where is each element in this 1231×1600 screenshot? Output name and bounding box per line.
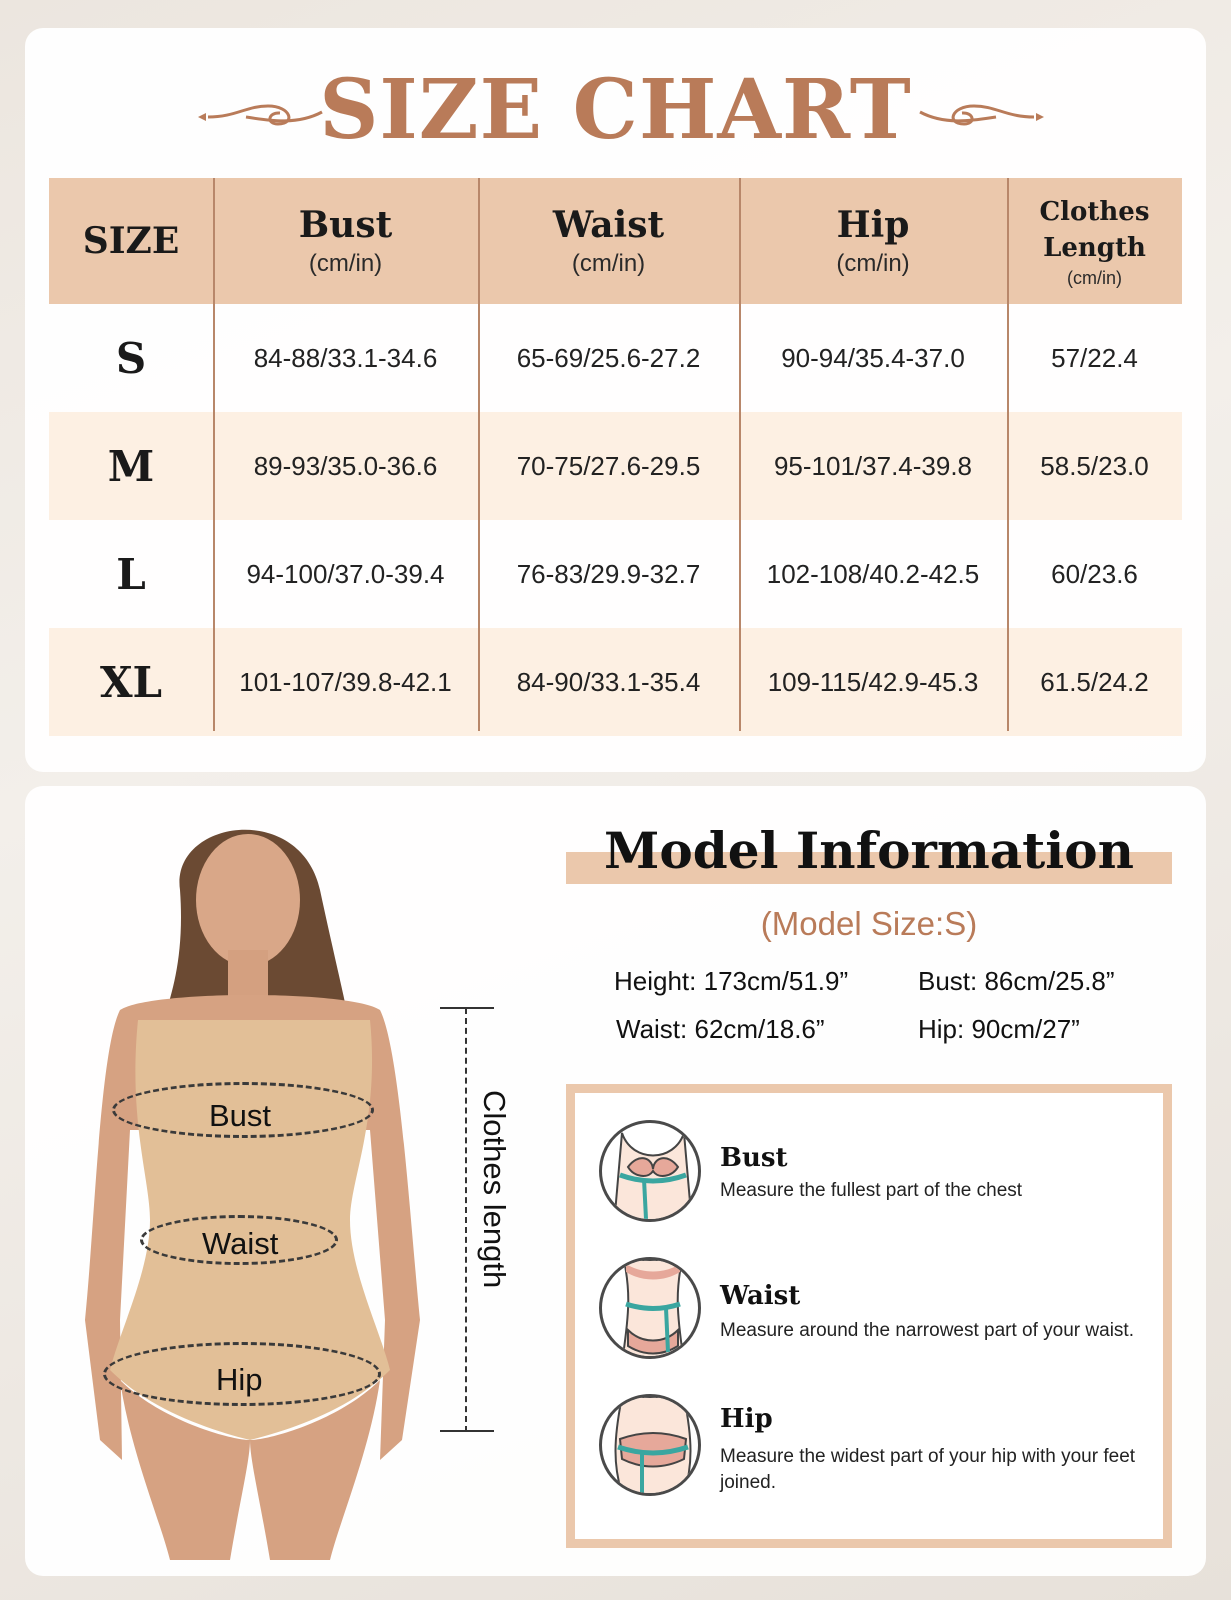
guide-hip-title: Hip [720,1404,773,1434]
model-waist: Waist: 62cm/18.6” [616,1014,825,1044]
header-clothes-length [1007,178,1182,304]
row-size: S [115,333,147,383]
model-info-title: Model Information [604,821,1134,880]
row-hip: 109-115/42.9-45.3 [767,666,979,697]
header-waist-label: Waist [552,204,665,246]
bust-measure-icon [599,1120,701,1222]
column-divider [1007,178,1009,731]
row-hip: 95-101/37.4-39.8 [773,450,973,481]
row-hip: 102-108/40.2-42.5 [766,558,980,589]
table-row [49,520,1182,628]
header-hip [739,178,1007,304]
table-row [49,304,1182,412]
row-size: M [107,441,155,491]
header-hip-unit: (cm/in) [836,250,910,277]
row-size: XL [99,657,163,707]
header-bust-unit: (cm/in) [308,250,383,277]
row-bust: 101-107/39.8-42.1 [239,666,452,697]
row-length: 60/23.6 [1051,558,1138,589]
row-size: L [116,549,146,599]
clothes-length-top-cap [440,1007,494,1009]
table-row [49,628,1182,736]
clothes-length-bottom-cap [440,1430,494,1432]
guide-bust-desc: Measure the fullest part of the chest [720,1180,1023,1201]
model-hip: Hip: 90cm/27” [918,1014,1080,1044]
column-divider [213,178,215,731]
row-waist: 70-75/27.6-29.5 [516,450,701,481]
hip-measure-icon [599,1394,701,1496]
flourish-right-icon [916,100,1046,134]
model-bust: Bust: 86cm/25.8” [918,966,1115,996]
header-bust [213,178,478,304]
model-size: (Model Size:S) [760,905,978,942]
row-length: 61.5/24.2 [1040,666,1149,697]
header-size-label: SIZE [82,220,180,262]
size-table [49,178,1182,731]
row-length: 57/22.4 [1051,342,1138,373]
header-clothes-line2: Length [1043,232,1146,263]
hip-tag: Hip [216,1362,263,1397]
guide-waist-title: Waist [720,1281,801,1311]
clothes-length-line [465,1008,467,1432]
table-row [49,412,1182,520]
row-waist: 65-69/25.6-27.2 [516,342,701,373]
column-divider [739,178,741,731]
table-header-row [49,178,1182,304]
bust-tag: Bust [209,1098,272,1133]
waist-tag: Waist [202,1226,279,1261]
model-figure [50,800,460,1560]
row-bust: 89-93/35.0-36.6 [253,450,438,481]
row-hip: 90-94/35.4-37.0 [781,342,965,373]
guide-hip-desc: Measure the widest part of your hip with your feet joined. [720,1446,1136,1493]
row-waist: 84-90/33.1-35.4 [516,666,701,697]
guide-bust-title: Bust [720,1143,788,1173]
guide-waist-desc: Measure around the narrowest part of your waist. [720,1320,1134,1341]
waist-measure-icon [599,1257,701,1359]
header-waist-unit: (cm/in) [571,250,646,277]
clothes-length-label: Clothes length [477,1090,512,1289]
header-hip-label: Hip [836,204,910,246]
header-clothes-line1: Clothes [1039,196,1150,227]
row-bust: 84-88/33.1-34.6 [253,342,438,373]
header-clothes-unit: (cm/in) [1067,267,1122,288]
row-length: 58.5/23.0 [1040,450,1149,481]
row-bust: 94-100/37.0-39.4 [246,558,445,589]
page-title: SIZE CHART [319,62,912,158]
header-waist [478,178,739,304]
row-waist: 76-83/29.9-32.7 [516,558,701,589]
model-height: Height: 173cm/51.9” [614,966,849,996]
title-row [0,60,1231,160]
header-bust-label: Bust [298,204,393,246]
column-divider [478,178,480,731]
header-size [49,178,213,304]
